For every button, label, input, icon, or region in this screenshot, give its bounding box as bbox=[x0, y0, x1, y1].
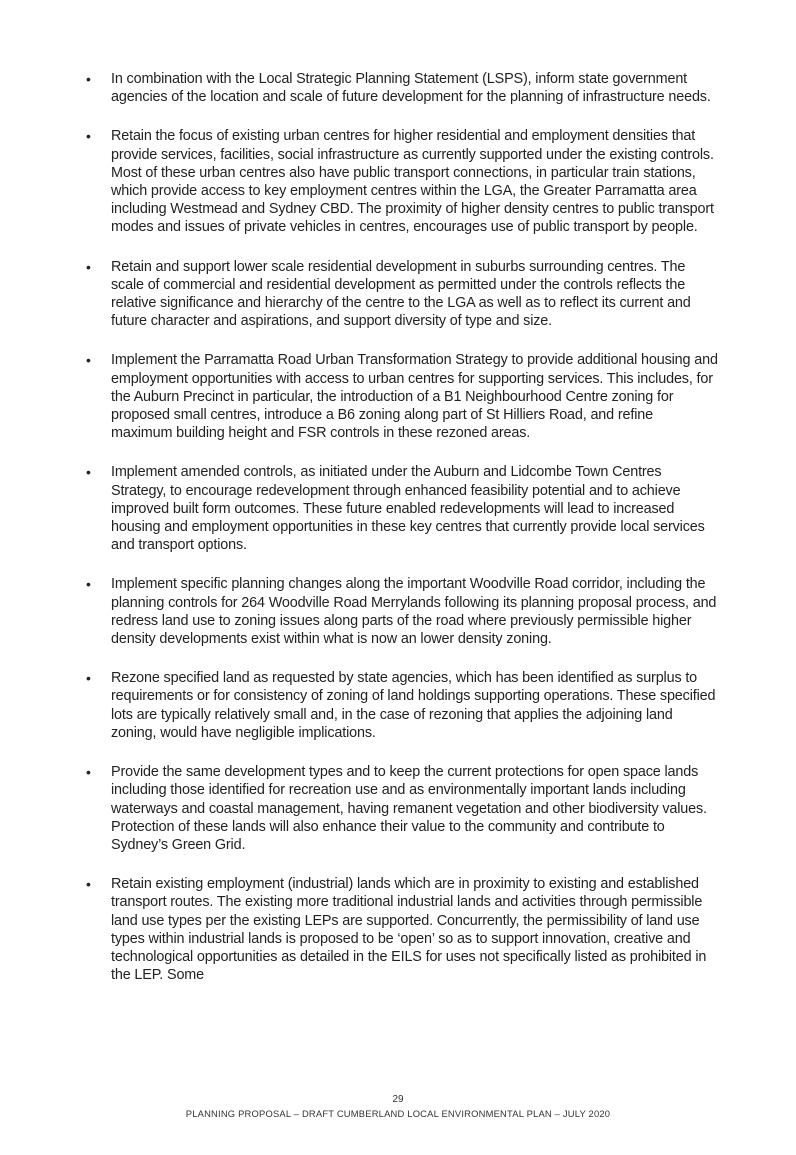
bullet-dot-icon: • bbox=[86, 464, 91, 481]
bullet-dot-icon: • bbox=[86, 128, 91, 145]
bullet-text: Provide the same development types and to keep the current protections for open space lands including those identified for recreation use and as environmentally important lands including waterways and coastal management, having remanent vegetation and other biodiversity values. Protection of these lands will also enhance their value to the community and contribute to Sydney’s Green Grid. bbox=[111, 764, 707, 853]
page-number: 29 bbox=[392, 1094, 404, 1105]
bullet-item-open-space bbox=[86, 763, 718, 854]
bullet-text: Implement specific planning changes along the important Woodville Road corridor, including the planning controls for 264 Woodville Road Merrylands following its planning proposal process, and redress land use to zoning issues along parts of the road where previously permissible higher density developments exist within what is now an lower density zoning. bbox=[111, 576, 717, 648]
bullet-text: Retain the focus of existing urban centres for higher residential and employment densities that provide services, facilities, social infrastructure as currently supported under the existing controls. Most of these urban centres also have public transport connections, in particular train stations, which provide access to key employment centres within the LGA, the Greater Parramatta area including Westmead and Sydney CBD. The proximity of higher density centres to public transport modes and issues of private vehicles in centres, encourages use of public transport by people. bbox=[111, 128, 714, 236]
bullet-dot-icon: • bbox=[86, 71, 91, 87]
bullet-text: Implement the Parramatta Road Urban Transformation Strategy to provide additional housing and employment opportunities with access to urban centres for supporting services. This includes, for the Auburn Precinct in particular, the introduction of a B1 Neighbourhood Centre zoning for proposed small centres, introduce a B6 zoning along part of St Hilliers Road, and refine maximum building height and FSR controls in these rezoned areas. bbox=[111, 352, 718, 442]
bullet-dot-icon: • bbox=[86, 876, 91, 893]
bullet-item-rezone-state-land bbox=[86, 669, 718, 742]
bullet-item-urban-centres bbox=[86, 127, 718, 236]
footer-title: PLANNING PROPOSAL – DRAFT CUMBERLAND LOCAL ENVIRONMENTAL PLAN – JULY 2020 bbox=[185, 1108, 611, 1119]
bullet-list bbox=[86, 70, 718, 1005]
bullet-item-employment-lands bbox=[86, 875, 718, 984]
bullet-text: Retain existing employment (industrial) lands which are in proximity to existing and established transport routes. The existing more traditional industrial lands and activities through permissible land use types per the existing LEPs are supported. Concurrently, the permissibility of land use types within industrial lands is proposed to be ‘open’ so as to support innovation, creative and technological opportunities as detailed in the EILS for uses not specifically listed as prohibited in the LEP. Some bbox=[111, 876, 707, 984]
bullet-item-lower-scale-residential bbox=[86, 258, 718, 331]
bullet-dot-icon: • bbox=[86, 352, 91, 369]
bullet-item-town-centres bbox=[86, 463, 718, 554]
bullet-item-woodville-road bbox=[86, 575, 718, 648]
bullet-dot-icon: • bbox=[86, 764, 91, 781]
bullet-item-parramatta-road bbox=[86, 351, 718, 442]
bullet-dot-icon: • bbox=[86, 670, 91, 687]
bullet-text: Implement amended controls, as initiated under the Auburn and Lidcombe Town Centres Strategy, to encourage redevelopment through enhanced feasibility potential and to achieve improved built form outcomes. These future enabled redevelopments will lead to increased housing and employment opportunities in these key centres that currently provide local services and transport options. bbox=[111, 464, 705, 554]
bullet-dot-icon: • bbox=[86, 258, 91, 275]
bullet-text: In combination with the Local Strategic Planning Statement (LSPS), inform state government agencies of the location and scale of future development for the planning of infrastructure needs. bbox=[111, 71, 711, 106]
bullet-text: Retain and support lower scale residential development in suburbs surrounding centres. The scale of commercial and residential development as permitted under the controls reflects the relative significance and hierarchy of the centre to the LGA as well as to reflect its current and future character and aspirations, and support diversity of type and size. bbox=[111, 258, 691, 330]
bullet-item-lsps bbox=[86, 70, 718, 106]
bullet-dot-icon: • bbox=[86, 576, 91, 593]
bullet-text: Rezone specified land as requested by state agencies, which has been identified as surplus to requirements or for consistency of zoning of land holdings supporting operations. These specified lots are typically relatively small and, in the case of rezoning that applies the adjoining land zoning, would have negligible implications. bbox=[111, 670, 716, 741]
